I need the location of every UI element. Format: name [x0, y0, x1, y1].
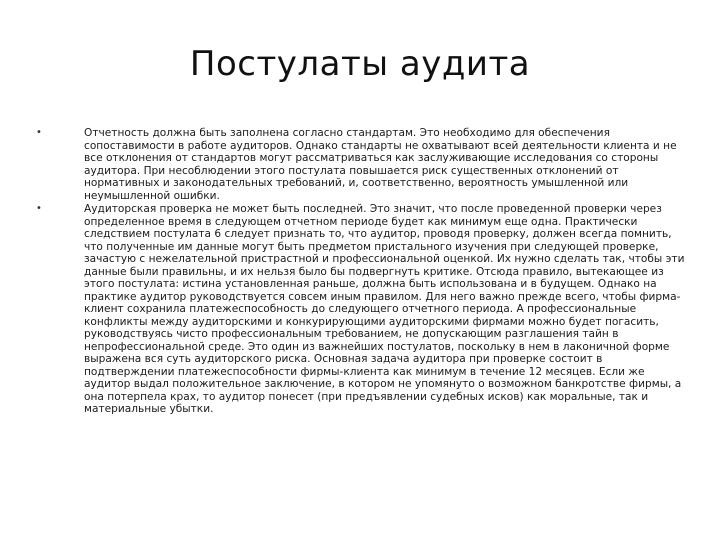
bullet-item	[36, 127, 688, 202]
bullet-text: Аудиторская проверка не может быть последней. Это значит, что после проведенной проверки через определенное время в следующем отчетном периоде будет как минимум еще одна. Практически следствием постулата 6 следует признать то, что аудитор, проводя проверку, должен всегда помнить, что полученные им данные могут быть предметом пристального изучения при следующей проверке, зачастую с нежелательной пристрастной и профессиональной оценкой. Их нужно сделать так, чтобы эти данные были правильны, и их нельзя было бы подвергнуть критике. Отсюда правило, вытекающее из этого постулата: истина установленная раньше, должна быть использована и в будущем. Однако на практике аудитор руководствуется совсем иным правилом. Для него важно прежде всего, чтобы фирма-клиент сохранила платежеспособность до следующего отчетного периода. А профессиональные конфликты между аудиторскими и конкурирующими аудиторскими фирмами можно будет погасить, руководствуясь чисто профессиональным требованием, не допускающим разглашения тайн в непрофессиональной среде. Это один из важнейших постулатов, поскольку в нем в лаконичной форме выражена вся суть аудиторского риска. Основная задача аудитора при проверке состоит в подтверждении платежеспособности фирмы-клиента как минимум в течение 12 месяцев. Если же аудитор выдал положительное заключение, в котором не упомянуто о возможном банкротстве фирмы, а она потерпела крах, то аудитор понесет (при предъявлении судебных исков) как моральные, так и материальные убытки.	[84, 203, 685, 415]
bullet-icon: •	[36, 127, 42, 138]
bullet-text: Отчетность должна быть заполнена согласно стандартам. Это необходимо для обеспечения сопоставимости в работе аудиторов. Однако стандарты не охватывают всей деятельности клиента и не все отклонения от стандартов могут рассматриваться как заслуживающие исследования со стороны аудитора. При несоблюдении этого постулата повышается риск существенных отклонений от нормативных и законодательных требований, и, соответственно, вероятность умышленной или неумышленной ошибки.	[84, 127, 677, 202]
slide-title: Постулаты аудита	[189, 44, 531, 84]
bullet-icon: •	[36, 203, 42, 214]
bullet-list	[36, 127, 688, 417]
bullet-item	[36, 203, 688, 416]
